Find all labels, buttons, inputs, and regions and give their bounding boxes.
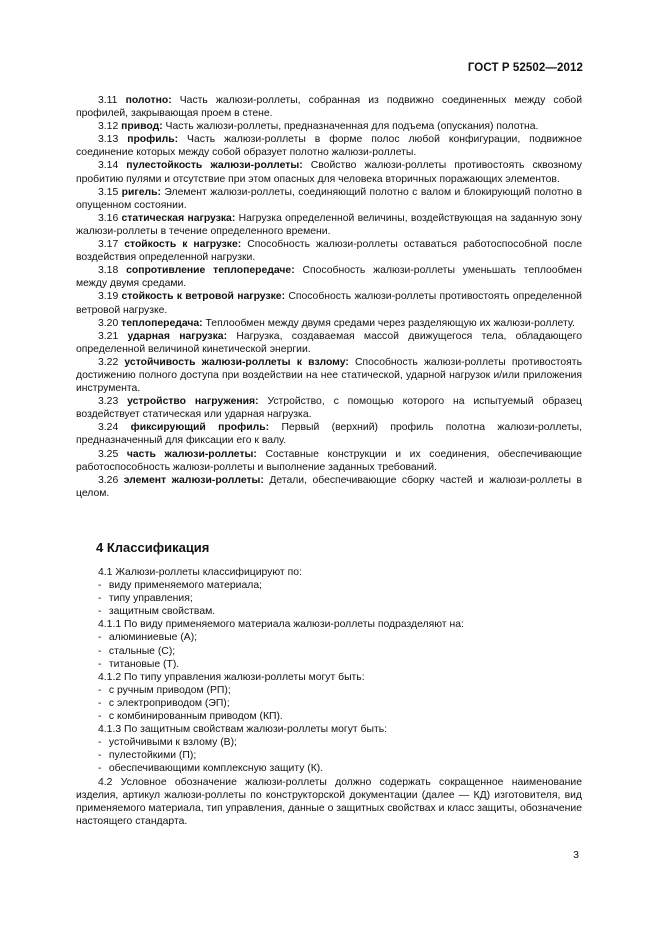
list-dash: - bbox=[98, 711, 102, 723]
definition-term: стойкость к ветровой нагрузке: bbox=[121, 291, 286, 303]
definition-term: стойкость к нагрузке: bbox=[124, 239, 242, 251]
definition-number: 3.15 bbox=[98, 186, 122, 198]
definition-term: часть жалюзи-роллеты: bbox=[126, 448, 257, 460]
classification-paragraph: 4.1.3 По защитным свойствам жалюзи-роллеты могут быть: bbox=[98, 724, 388, 736]
definition-text: Теплообмен между двумя средами через разделяющую их жалюзи-роллету. bbox=[202, 317, 575, 329]
definition-term: ригель: bbox=[121, 186, 161, 198]
list-dash: - bbox=[98, 750, 102, 762]
classification-paragraph: 4.2 Условное обозначение жалюзи-роллеты должно содержать сокращенное наименование изделия, артикул жалюзи-роллеты по конструкторской документации (далее — КД) изготовителя, вид применяемого материала, тип управления, данные о защитных свойствах и класс защиты, обозначение настоящего стандарта. bbox=[76, 776, 582, 827]
definition-number: 3.11 bbox=[98, 95, 126, 106]
definition-number: 3.18 bbox=[98, 265, 127, 277]
list-dash: - bbox=[98, 645, 102, 657]
definition-number: 3.19 bbox=[98, 291, 122, 303]
definition-text: Способность жалюзи-роллеты противостоять определенной ветровой нагрузке. bbox=[76, 291, 582, 316]
list-item bbox=[76, 631, 582, 644]
definition-number: 3.20 bbox=[98, 317, 122, 329]
classification-paragraph: 4.1.1 По виду применяемого материала жалюзи-роллеты подразделяют на: bbox=[98, 619, 464, 631]
definition-paragraph bbox=[76, 159, 582, 185]
definition-text: Способность жалюзи-роллеты оставаться работоспособной после воздействия определенной нагрузки. bbox=[76, 239, 582, 264]
definition-term: устойчивость жалюзи-роллеты к взлому: bbox=[124, 356, 349, 368]
list-item bbox=[76, 710, 582, 723]
list-item-text: с электроприводом (ЭП); bbox=[106, 697, 230, 709]
list-dash: - bbox=[98, 658, 102, 670]
list-dash: - bbox=[98, 606, 102, 618]
list-item-text: с комбинированным приводом (КП). bbox=[106, 711, 283, 723]
definition-text: Составные конструкции и их соединения, обеспечивающие работоспособность жалюзи-роллеты и выполнение заданных требований. bbox=[76, 448, 582, 473]
definition-term: полотно: bbox=[125, 95, 172, 106]
list-item bbox=[76, 605, 582, 618]
definition-paragraph bbox=[76, 395, 582, 421]
definition-paragraph bbox=[76, 133, 582, 159]
list-item bbox=[76, 762, 582, 775]
definition-number: 3.12 bbox=[98, 121, 122, 133]
list-item bbox=[76, 684, 582, 697]
definition-paragraph bbox=[76, 421, 582, 447]
page-number: 3 bbox=[573, 849, 579, 861]
definition-text: Нагрузка, создаваемая массой движущегося тела, обладающего определенной величиной кинетической энергии. bbox=[76, 330, 582, 355]
definition-number: 3.14 bbox=[98, 160, 127, 172]
list-dash: - bbox=[98, 580, 102, 592]
definition-number: 3.25 bbox=[98, 448, 127, 460]
definition-term: пулестойкость жалюзи-роллеты: bbox=[126, 160, 303, 172]
definition-number: 3.16 bbox=[98, 212, 122, 224]
definition-text: Нагрузка определенной величины, воздействующая на заданную зону жалюзи-роллеты в течение определенного времени. bbox=[76, 212, 582, 237]
list-dash: - bbox=[98, 763, 102, 775]
list-item bbox=[76, 749, 582, 762]
list-item-text: типу управления; bbox=[106, 593, 193, 605]
definition-paragraph bbox=[76, 94, 582, 120]
definition-paragraph bbox=[76, 474, 582, 500]
list-item-text: устойчивыми к взлому (В); bbox=[106, 737, 237, 749]
definition-number: 3.23 bbox=[98, 396, 128, 408]
definition-number: 3.21 bbox=[98, 330, 128, 342]
definition-text: Способность жалюзи-роллеты уменьшать теплообмен между двумя средами. bbox=[76, 265, 582, 290]
list-dash: - bbox=[98, 593, 102, 605]
definition-text: Часть жалюзи-роллеты в форме полос любой конфигурации, подвижное соединение которых между собой образует полотно жалюзи-роллеты. bbox=[76, 134, 582, 159]
definition-text: Часть жалюзи-роллеты, предназначенная для подъема (опускания) полотна. bbox=[162, 121, 539, 133]
definition-number: 3.22 bbox=[98, 356, 125, 368]
definition-text: Первый (верхний) профиль полотна жалюзи-роллеты, предназначенный для фиксации его к валу. bbox=[76, 422, 582, 447]
definition-term: статическая нагрузка: bbox=[121, 212, 236, 224]
definition-paragraph bbox=[76, 317, 582, 330]
definition-number: 3.17 bbox=[98, 239, 125, 251]
definition-term: ударная нагрузка: bbox=[127, 330, 228, 342]
definition-paragraph bbox=[76, 212, 582, 238]
definition-term: теплопередача: bbox=[121, 317, 203, 329]
classification-block bbox=[76, 566, 582, 828]
list-item bbox=[76, 592, 582, 605]
definition-paragraph bbox=[76, 448, 582, 474]
list-item-text: обеспечивающими комплексную защиту (К). bbox=[106, 763, 324, 775]
definition-paragraph bbox=[76, 238, 582, 264]
list-item bbox=[76, 645, 582, 658]
definition-paragraph bbox=[76, 186, 582, 212]
definition-text: Детали, обеспечивающие сборку частей и жалюзи-роллеты в целом. bbox=[76, 474, 582, 499]
list-item-text: виду применяемого материала; bbox=[106, 580, 262, 592]
definition-text: Свойство жалюзи-роллеты противостоять сквозному пробитию пулями и отсутствие при этом опасных для человека вторичных поражающих элементов. bbox=[76, 160, 582, 185]
definition-term: привод: bbox=[121, 121, 163, 133]
definition-text: Элемент жалюзи-роллеты, соединяющий полотно с валом и блокирующий полотно в опущенном состоянии. bbox=[76, 186, 582, 211]
definition-text: Способность жалюзи-роллеты противостоять достижению полного доступа при воздействии на нее статической, ударной нагрузок и/или приложения инструмента. bbox=[76, 356, 582, 395]
list-item-text: пулестойкими (П); bbox=[106, 750, 197, 762]
definition-term: фиксирующий профиль: bbox=[130, 422, 270, 434]
definition-number: 3.24 bbox=[98, 422, 131, 434]
classification-paragraph: 4.1 Жалюзи-роллеты классифицируют по: bbox=[98, 567, 302, 578]
list-item-text: стальные (С); bbox=[106, 645, 176, 657]
list-item-text: с ручным приводом (РП); bbox=[106, 684, 231, 696]
definition-number: 3.13 bbox=[98, 134, 128, 146]
list-dash: - bbox=[98, 697, 102, 709]
definition-number: 3.26 bbox=[98, 474, 124, 486]
list-item bbox=[76, 658, 582, 671]
list-dash: - bbox=[98, 737, 102, 749]
definition-paragraph bbox=[76, 290, 582, 316]
definitions-block bbox=[76, 94, 582, 500]
definition-paragraph bbox=[76, 120, 582, 133]
list-item-text: защитным свойствам. bbox=[106, 606, 216, 618]
list-item bbox=[76, 736, 582, 749]
standard-header: ГОСТ Р 52502—2012 bbox=[467, 62, 583, 74]
list-item bbox=[76, 579, 582, 592]
definition-paragraph bbox=[76, 264, 582, 290]
definition-term: сопротивление теплопередаче: bbox=[126, 265, 295, 277]
list-dash: - bbox=[98, 684, 102, 696]
definition-term: устройство нагружения: bbox=[127, 396, 259, 408]
definition-text: Устройство, с помощью которого на испытуемый образец воздействует статическая или ударная нагрузка. bbox=[76, 396, 582, 421]
definition-term: элемент жалюзи-роллеты: bbox=[123, 474, 264, 486]
list-item-text: титановые (Т). bbox=[106, 658, 180, 670]
list-item-text: алюминиевые (А); bbox=[106, 632, 198, 644]
definition-paragraph bbox=[76, 330, 582, 356]
list-item bbox=[76, 697, 582, 710]
definition-term: профиль: bbox=[127, 134, 179, 146]
definition-paragraph bbox=[76, 356, 582, 395]
section-heading: 4 Классификация bbox=[96, 540, 210, 555]
classification-paragraph: 4.1.2 По типу управления жалюзи-роллеты могут быть: bbox=[98, 671, 365, 683]
list-dash: - bbox=[98, 632, 102, 644]
definition-text: Часть жалюзи-роллеты, собранная из подвижно соединенных между собой профилей, закрывающая проем в стене. bbox=[76, 95, 583, 120]
